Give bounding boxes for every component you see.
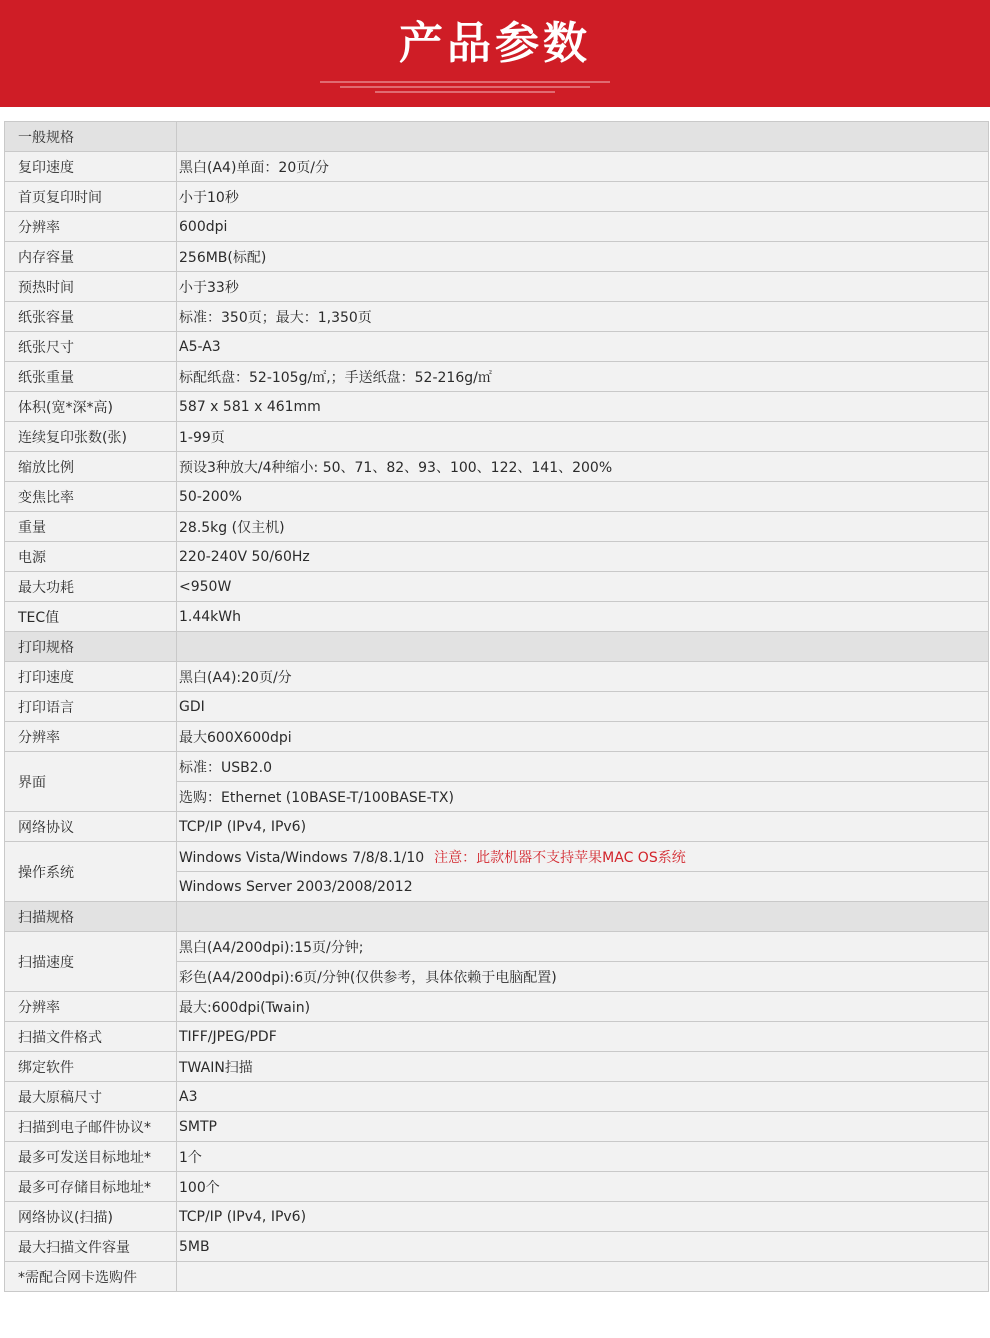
table-row <box>5 1142 989 1172</box>
row-value: 256MB(标配) <box>177 242 989 272</box>
row-label: 分辨率 <box>5 212 177 242</box>
row-label: 最大原稿尺寸 <box>5 1082 177 1112</box>
row-value: A3 <box>177 1082 989 1112</box>
table-row <box>5 422 989 452</box>
row-value: TCP/IP (IPv4, IPv6) <box>177 1202 989 1232</box>
table-row <box>5 1262 989 1292</box>
row-label: 打印速度 <box>5 662 177 692</box>
os-value: Windows Vista/Windows 7/8/8.1/10 <box>179 849 425 866</box>
row-value: 5MB <box>177 1232 989 1262</box>
table-row <box>5 572 989 602</box>
row-value: 最大:600dpi(Twain) <box>177 992 989 1022</box>
table-row <box>5 1022 989 1052</box>
row-value: 1.44kWh <box>177 602 989 632</box>
section-title: 一般规格 <box>5 122 177 152</box>
table-row <box>5 662 989 692</box>
table-row <box>5 602 989 632</box>
row-label: 电源 <box>5 542 177 572</box>
row-value: TIFF/JPEG/PDF <box>177 1022 989 1052</box>
row-label: 最大扫描文件容量 <box>5 1232 177 1262</box>
row-label: 连续复印张数(张) <box>5 422 177 452</box>
footnote: *需配合网卡选购件 <box>5 1262 177 1292</box>
table-row <box>5 482 989 512</box>
row-value: 小于33秒 <box>177 272 989 302</box>
row-value <box>177 842 989 872</box>
row-label: 最多可存储目标地址* <box>5 1172 177 1202</box>
table-row <box>5 512 989 542</box>
row-value: TWAIN扫描 <box>177 1052 989 1082</box>
table-row <box>5 392 989 422</box>
row-label: 分辨率 <box>5 722 177 752</box>
row-label: 扫描到电子邮件协议* <box>5 1112 177 1142</box>
table-row <box>5 722 989 752</box>
row-value: Windows Server 2003/2008/2012 <box>177 872 989 902</box>
row-value: 1个 <box>177 1142 989 1172</box>
row-value: <950W <box>177 572 989 602</box>
section-scan <box>5 902 989 932</box>
table-row <box>5 152 989 182</box>
row-label: 预热时间 <box>5 272 177 302</box>
row-value: 600dpi <box>177 212 989 242</box>
table-row <box>5 992 989 1022</box>
table-row <box>5 812 989 842</box>
table-row <box>5 332 989 362</box>
page-title: 产品参数 <box>399 18 591 69</box>
row-label: 复印速度 <box>5 152 177 182</box>
table-row <box>5 302 989 332</box>
table-row <box>5 242 989 272</box>
row-label: 扫描文件格式 <box>5 1022 177 1052</box>
row-value: 标配纸盘：52-105g/㎡,；手送纸盘：52-216g/㎡ <box>177 362 989 392</box>
row-label: 重量 <box>5 512 177 542</box>
table-row <box>5 692 989 722</box>
row-label: 扫描速度 <box>5 932 177 992</box>
row-label: 网络协议(扫描) <box>5 1202 177 1232</box>
row-label: 网络协议 <box>5 812 177 842</box>
row-label: 分辨率 <box>5 992 177 1022</box>
row-value: 黑白(A4):20页/分 <box>177 662 989 692</box>
table-row <box>5 932 989 962</box>
row-value: 彩色(A4/200dpi):6页/分钟(仅供参考，具体依赖于电脑配置) <box>177 962 989 992</box>
row-value: 50-200% <box>177 482 989 512</box>
table-row <box>5 212 989 242</box>
table-row <box>5 1172 989 1202</box>
row-label: 内存容量 <box>5 242 177 272</box>
row-value: 1-99页 <box>177 422 989 452</box>
table-row <box>5 182 989 212</box>
table-row <box>5 1232 989 1262</box>
row-label: 纸张容量 <box>5 302 177 332</box>
row-label: TEC值 <box>5 602 177 632</box>
table-row <box>5 542 989 572</box>
row-label: 界面 <box>5 752 177 812</box>
row-value: 标准：350页；最大：1,350页 <box>177 302 989 332</box>
table-row <box>5 1112 989 1142</box>
row-label: 操作系统 <box>5 842 177 902</box>
section-title: 打印规格 <box>5 632 177 662</box>
row-label: 纸张尺寸 <box>5 332 177 362</box>
row-label: 纸张重量 <box>5 362 177 392</box>
row-label: 缩放比例 <box>5 452 177 482</box>
section-print <box>5 632 989 662</box>
table-row <box>5 842 989 872</box>
row-value: 最大600X600dpi <box>177 722 989 752</box>
row-value: 黑白(A4)单面：20页/分 <box>177 152 989 182</box>
row-value: TCP/IP (IPv4, IPv6) <box>177 812 989 842</box>
row-label: 绑定软件 <box>5 1052 177 1082</box>
row-label: 变焦比率 <box>5 482 177 512</box>
row-label: 首页复印时间 <box>5 182 177 212</box>
row-value: 587 x 581 x 461mm <box>177 392 989 422</box>
row-value: 220-240V 50/60Hz <box>177 542 989 572</box>
table-row <box>5 1082 989 1112</box>
table-row <box>5 272 989 302</box>
row-value: 小于10秒 <box>177 182 989 212</box>
table-row <box>5 1052 989 1082</box>
row-value: 预设3种放大/4种缩小: 50、71、82、93、100、122、141、200% <box>177 452 989 482</box>
header-banner <box>0 0 990 107</box>
table-row <box>5 752 989 782</box>
banner-decorative-lines <box>320 78 610 93</box>
row-value: 标准：USB2.0 <box>177 752 989 782</box>
spec-table <box>4 121 989 1292</box>
row-value: GDI <box>177 692 989 722</box>
row-value: 28.5kg (仅主机) <box>177 512 989 542</box>
section-general <box>5 122 989 152</box>
row-value: 选购：Ethernet (10BASE-T/100BASE-TX) <box>177 782 989 812</box>
row-label: 打印语言 <box>5 692 177 722</box>
section-title: 扫描规格 <box>5 902 177 932</box>
row-value: 100个 <box>177 1172 989 1202</box>
table-row <box>5 362 989 392</box>
row-label: 最多可发送目标地址* <box>5 1142 177 1172</box>
row-value: SMTP <box>177 1112 989 1142</box>
row-value: 黑白(A4/200dpi):15页/分钟; <box>177 932 989 962</box>
table-row <box>5 452 989 482</box>
row-label: 最大功耗 <box>5 572 177 602</box>
os-warning-note: 注意：此款机器不支持苹果MAC OS系统 <box>434 849 686 866</box>
row-label: 体积(宽*深*高) <box>5 392 177 422</box>
row-value: A5-A3 <box>177 332 989 362</box>
table-row <box>5 1202 989 1232</box>
